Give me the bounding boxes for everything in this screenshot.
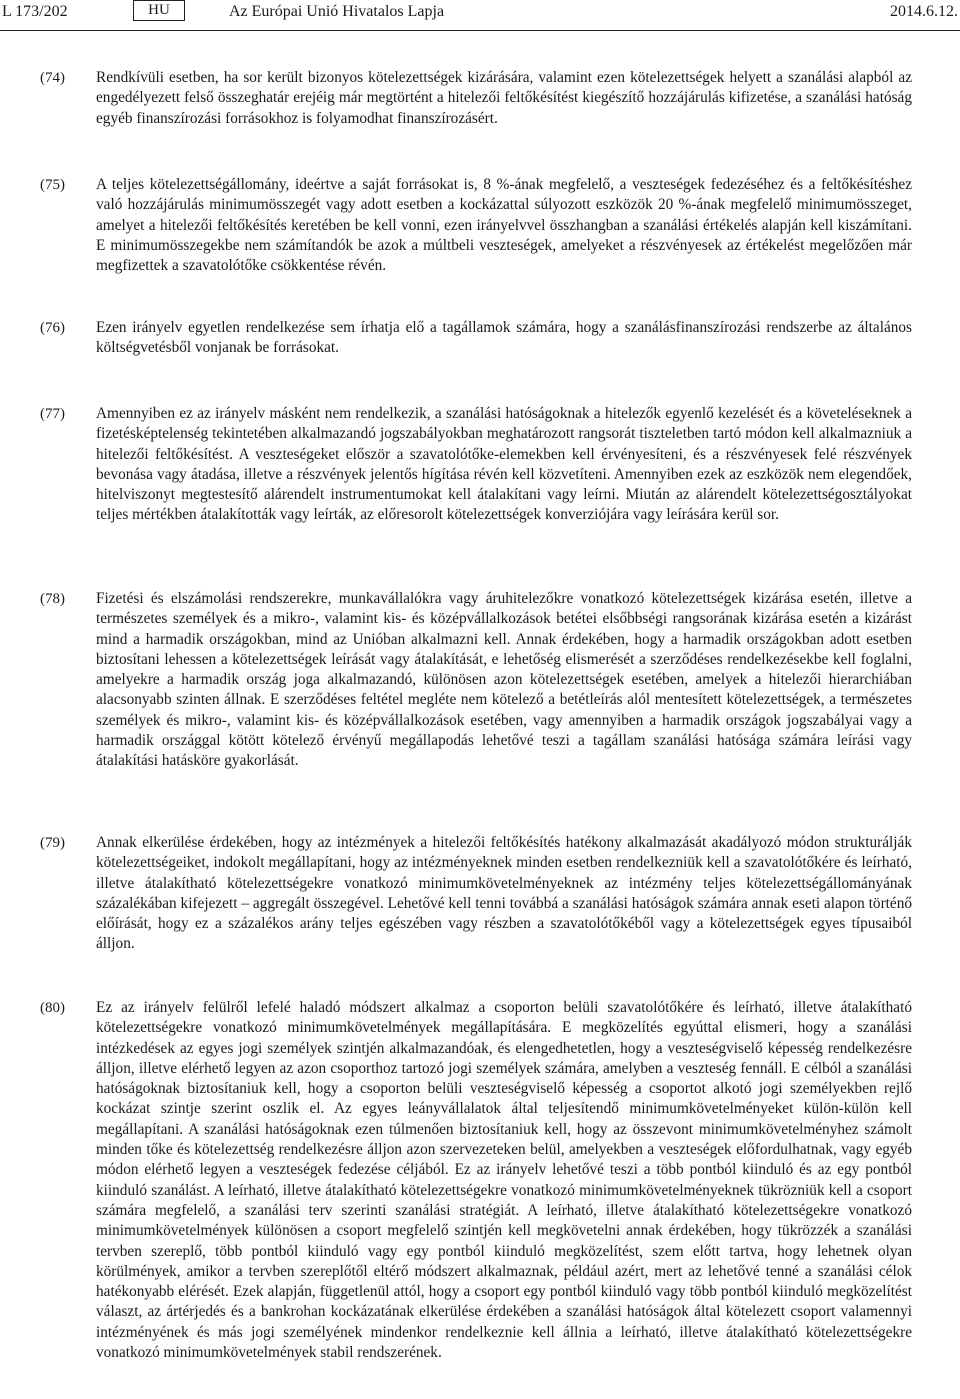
recital-number: (78) [40, 591, 65, 607]
recital-number: (76) [40, 320, 65, 336]
publication-date: 2014.6.12. [890, 3, 958, 20]
recital-number: (75) [40, 177, 65, 193]
recital-number: (74) [40, 70, 65, 86]
recital-text: A teljes kötelezettségállomány, ideértve a saját forrásokat is, 8 %-ának megfelelő, a veszteségek fedezéséhez és a feltőkésítéshez való hozzájárulás minimumösszegét vagy adott esetben a kockázattal súlyozott eszközök 20 %-ának megfelelő minimumösszeget, amelyet a hitelezői feltőkésítés keretében be kell vonni, ezen irányelvvel összhangban a szanálási értékelés alapján kell kiszámítani. E minimumösszegekbe nem számítandók be azok a múltbeli veszteségek, amelyeket a részvényesek az értékelést megelőzően már megfizettek a szavatolótőke csökkentése révén. [96, 176, 912, 275]
recital-text: Fizetési és elszámolási rendszerekre, munkavállalókra vagy áruhitelezőkre vonatkozó kötelezettségek kizárása esetén, illetve a természetes személyek és a mikro-, valamint kis- és középvállalkozások betétei elsőbbségi rangsorának kizárása esetén a kizárást mind a harmadik országokban, mind az Unióban alkalmazni kell. Annak érdekében, hogy a harmadik országokban adott esetben biztosítani lehessen a kötelezettségek leírását vagy átalakítását, e lehetőség elismerését a szerződéses rendelkezésekbe kell foglalni, amelyekre a harmadik ország joga alkalmazandó, különösen azon kötelezettségek esetében, amelyek a hitelezői hierarchiában alacsonyabb szinten állnak. E szerződéses feltétel megléte nem kötelező a betétleírás alól mentesített kötelezettségek, a természetes személyek és mikro-, valamint kis- és középvállalkozások esetében, vagy amennyiben a harmadik országok jogszabályai vagy a harmadik országgal kötött kötelező érvényű megállapodás lehetővé teszi a tagállam szanálási hatósága számára leírási vagy átalakítási hatásköre gyakorlását. [96, 590, 912, 770]
recital-number: (80) [40, 1000, 65, 1016]
recital-number: (77) [40, 406, 65, 422]
recital-text: Amennyiben ez az irányelv másként nem rendelkezik, a szanálási hatóságoknak a hitelezők egyenlő kezelését és a követeléseknek a fizetésképtelenség tekintetében alkalmazandó jogszabályokban meghatározott rangsorát tiszteletben tartó módon kell alkalmazniuk a hitelezői feltőkésítést. A veszteségeket először a szavatolótőke-elemekben kell érvényesíteni, és a részvényesek felé részvények bevonása vagy átadása, illetve a részvények jelentős hígítása révén kell közvetíteni. Amennyiben ezek az eszközök nem elegendőek, hitelviszonyt megtestesítő alárendelt instrumentumokat kell átalakítani vagy leírni. Miután az alárendelt kötelezettségosztályokat teljes mértékben átalakították vagy leírták, az előresorolt kötelezettségek konverziójára vagy leírására kerül sor. [96, 405, 912, 524]
page-header [0, 0, 960, 31]
recital-text: Annak elkerülése érdekében, hogy az intézmények a hitelezői feltőkésítés hatékony alkalmazását akadályozó módon strukturálják kötelezettségeiket, indokolt megállapítani, hogy az intézményeknek minden esetben rendelkezniük kell a szavatolótőkére és leírható, illetve átalakítható kötelezettségekre vonatkozó minimumkövetelményeknek az intézmény teljes kötelezettségállományának százalékában kifejezett – aggregált összegével. Lehetővé kell tenni továbbá a szanálási hatóságok számára annak eseti alapon történő előírását, hogy ez a százalékos arány teljes egészében vagy részben a szavatolótőkéből vagy a kötelezettségek egyes típusaiból álljon. [96, 834, 912, 953]
recital-text: Ezen irányelv egyetlen rendelkezése sem írhatja elő a tagállamok számára, hogy a szanálásfinanszírozási rendszerbe az általános költségvetésből vonjanak be forrásokat. [96, 319, 912, 357]
recital-text: Ez az irányelv felülről lefelé haladó módszert alkalmaz a csoporton belüli szavatolótőkére és leírható, illetve átalakítható kötelezettségekre vonatkozó minimumkövetelmények megállapítására. E megközelítés egyúttal elismeri, hogy a szanálási intézkedések az egyes jogi személyek szintjén alkalmazandóak, és elengedhetetlen, hogy a veszteségviselő képesség rendelkezésre álljon, illetve elérhető legyen az azon csoporthoz tartozó jogi személyek számára, amelyben a veszteség fennáll. E célból a szanálási hatóságoknak biztosítaniuk kell, hogy a csoporton belüli veszteségviselő képesség a csoportot alkotó jogi személyekben rejlő kockázat szintje szerint oszlik el. Az egyes leányvállalatok által teljesítendő minimumkövetelményeket külön-külön kell megállapítani. A szanálási hatóságoknak ezen túlmenően biztosítaniuk kell, hogy az összevont minimumkövetelményhez számolt minden tőke és kötelezettség rendelkezésre álljon azon szervezeteken belül, amelyekben a veszteségek előfordulhatnak, vagy egyéb módon elérhető legyen a veszteségek fedezése céljából. Ez az irányelv lehetővé teszi a több pontból kiinduló és az egy pontból kiinduló szanálást. A leírható, illetve átalakítható kötelezettségekre vonatkozó minimumkövetelményeknek tükrözniük kell a csoport számára megfelelő, a szanálási terv szerinti szanálási stratégiát. A leírható, illetve átalakítható kötelezettségekre vonatkozó minimumkövetelmények különösen a csoport megfelelő szintjén kell megkövetelni annak érdekében, hogy tükrözzék a szanálási tervben szereplő, több pontból kiinduló vagy egy pontból kiinduló megközelítést, szem előtt tartva, hogy lehetnek olyan körülmények, amikor a tervben szereplőtől eltérő módszert alkalmaznak, például azért, mert az lehetővé tenné a szanálási célok hatékonyabb elérését. Ezek alapján, függetlenül attól, hogy a csoport egy pontból kiinduló vagy több pontból kiinduló megközelítést választ, az ártérjedés és a bankrohan kockázatának elkerülése érdekében a szanálási hatóságok által kötelezett csoport valamennyi intézményének és más jogi személyének mindenkor rendelkeznie kell állnia a leírható, illetve átalakítható kötelezettségekre vonatkozó minimumkövetelmények stabil rendszerének. [96, 999, 912, 1362]
language-code-box: HU [133, 0, 185, 21]
recital-number: (79) [40, 835, 65, 851]
recital-text: Rendkívüli esetben, ha sor került bizonyos kötelezettségek kizárására, valamint ezen kötelezettségek helyett a szanálási alapból az engedélyezett felső összeghatár erejéig már megtörtént a hitelezői feltőkésítést kiegészítő hozzájárulás kifizetése, a szanálási hatóság egyéb finanszírozási forrásokhoz is folyamodhat finanszírozásért. [96, 69, 912, 127]
journal-title: Az Európai Unió Hivatalos Lapja [229, 3, 445, 20]
page-reference: L 173/202 [2, 3, 68, 20]
